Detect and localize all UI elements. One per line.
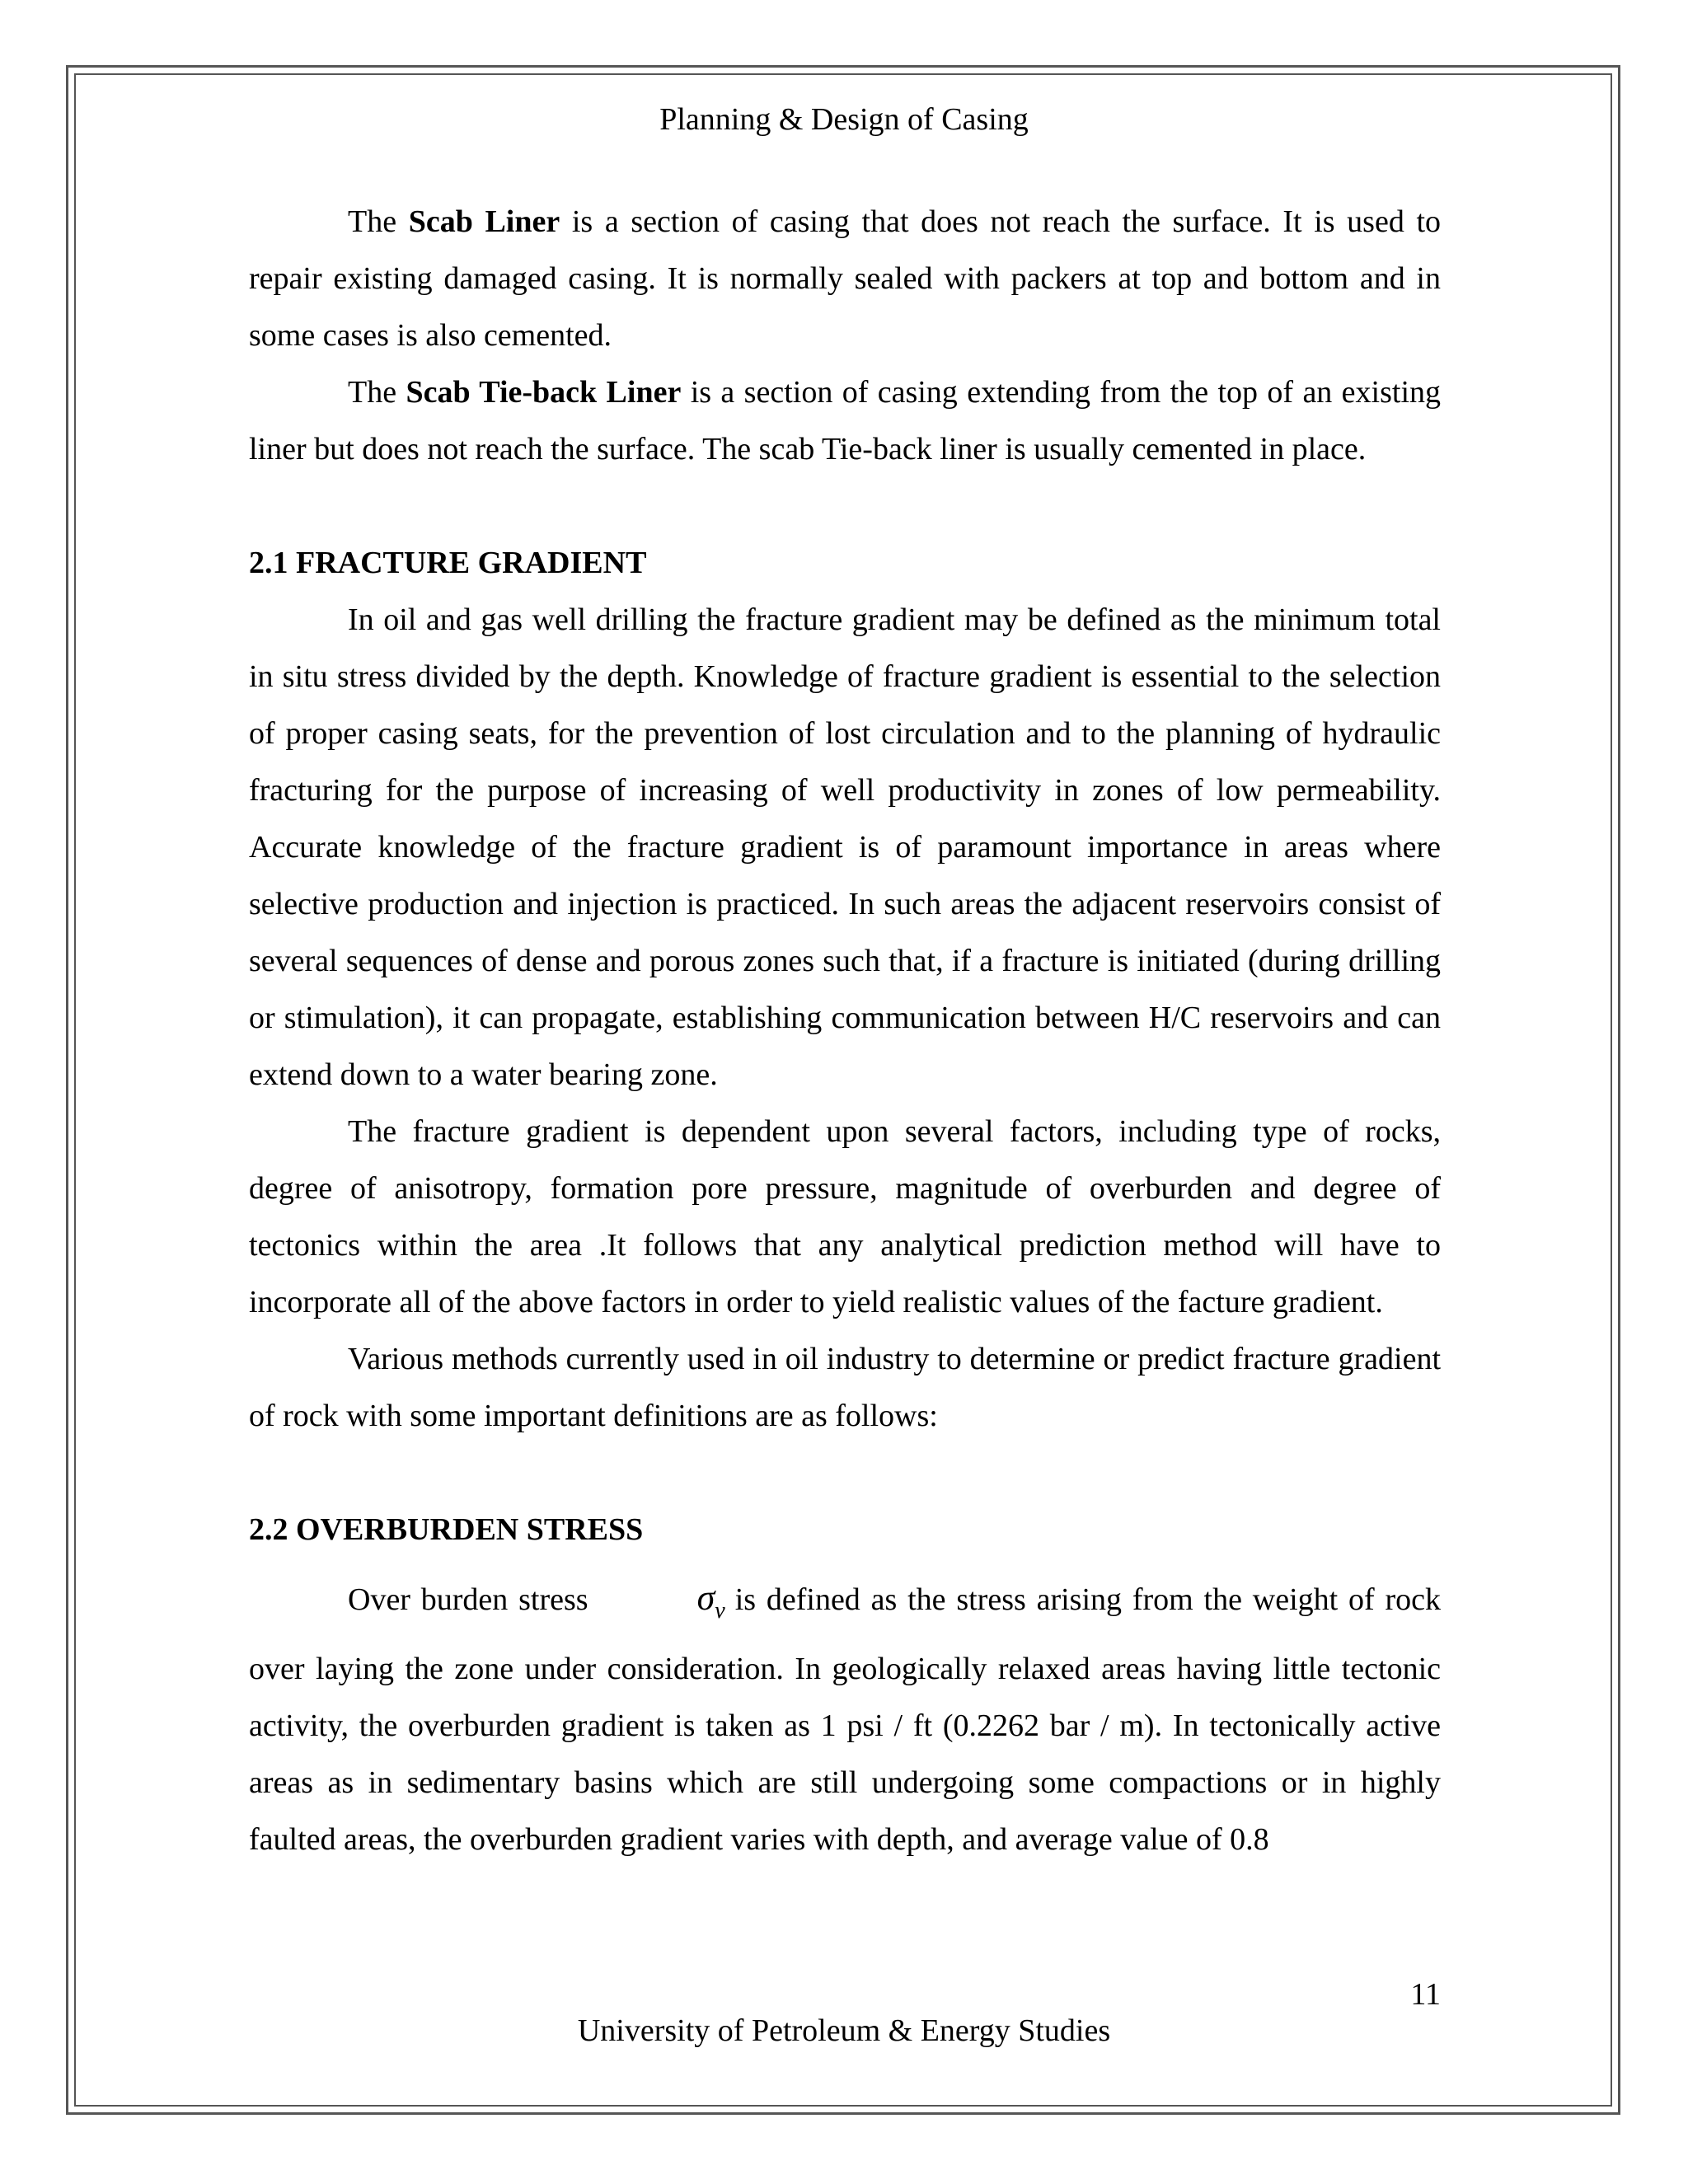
page-body [249, 194, 1441, 1868]
paragraph-scab-tieback-liner [249, 364, 1441, 478]
sigma-v-symbol [588, 1577, 735, 1628]
paragraph-fracture-gradient-methods: Various methods currently used in oil industry to determine or predict fracture gradient of rock with some important definitions are as follows: [249, 1342, 1441, 1433]
text-run: is a section of casing extending from the top of an existing liner but does not reach the surface. The scab Tie-back liner is usually cemented in place. [249, 375, 1442, 466]
spacer [249, 1445, 1441, 1502]
text-run: The [348, 375, 406, 410]
running-footer: University of Petroleum & Energy Studies [577, 2013, 1111, 2048]
text-run: Over burden stress [348, 1582, 588, 1617]
page-number: 11 [1410, 1977, 1441, 2012]
running-header: Planning & Design of Casing [659, 102, 1029, 137]
paragraph-fracture-gradient-factors: The fracture gradient is dependent upon several factors, including type of rocks, degree of anisotropy, formation pore pressure, magnitude of overburden and degree of tectonics within the area .It follows that any analytical prediction method will have to incorporate all of the above factors in order to yield realistic values of the facture gradient. [249, 1114, 1441, 1319]
section-heading-overburden-stress: 2.2 OVERBURDEN STRESS [249, 1512, 644, 1547]
sigma-subscript: v [715, 1598, 725, 1624]
paragraph-overburden-stress [249, 1558, 1441, 1868]
section-heading-fracture-gradient: 2.1 FRACTURE GRADIENT [249, 546, 647, 580]
spacer [249, 478, 1441, 535]
term-scab-tieback-liner: Scab Tie-back Liner [406, 375, 682, 410]
term-scab-liner: Scab Liner [408, 204, 560, 239]
text-run: is defined as the stress arising from the weight of rock over laying the zone under consideration. In geologically relaxed areas having little tectonic activity, the overburden gradient is taken as 1 psi / ft (0.2262 bar / m). In tectonically active areas as in sedimentary basins which are still undergoing some compactions or in highly faulted areas, the overburden gradient varies with depth, and average value of 0.8 [249, 1582, 1441, 1857]
paragraph-fracture-gradient-definition: In oil and gas well drilling the fracture gradient may be defined as the minimum total in situ stress divided by the depth. Knowledge of fracture gradient is essential to the selection of proper casing seats, for the prevention of lost circulation and to the planning of hydraulic fracturing for the purpose of increasing of well productivity in zones of low permeability. Accurate knowledge of the fracture gradient is of paramount importance in areas where selective production and injection is practiced. In such areas the adjacent reservoirs consist of several sequences of dense and porous zones such that, if a fracture is initiated (during drilling or stimulation), it can propagate, establishing communication between H/C reservoirs and can extend down to a water bearing zone. [249, 602, 1441, 1092]
text-run: is a section of casing that does not reach the surface. It is used to repair existing damaged casing. It is normally sealed with packers at top and bottom and in some cases is also cemented. [249, 204, 1441, 353]
sigma-symbol: σ [696, 1577, 715, 1618]
paragraph-scab-liner [249, 194, 1441, 364]
text-run: The [348, 204, 409, 239]
